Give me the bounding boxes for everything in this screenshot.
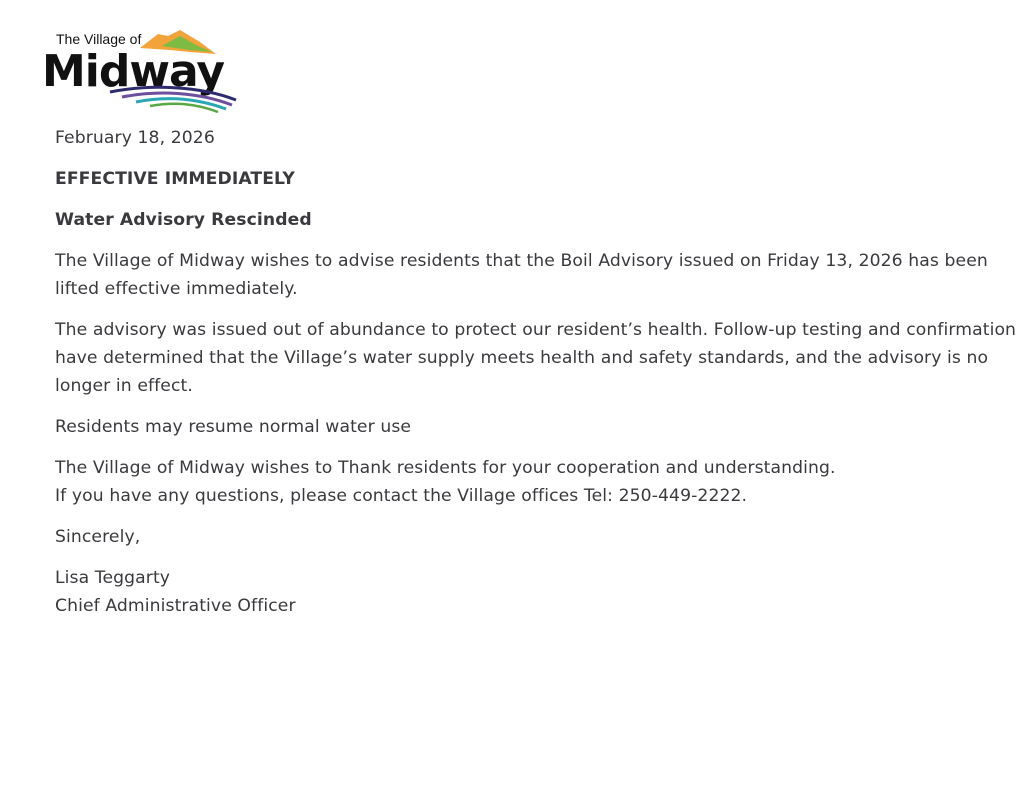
paragraph-testing: The advisory was issued out of abundance to protect our resident’s health. Follow-up testing and confirmation have determined that the Village’s water supply meets health and safety standards, and the advisory is no longer in effect. [55,320,1017,396]
letter-date: February 18, 2026 [55,128,215,148]
contact-line: If you have any questions, please contact the Village offices Tel: 250-449-2222. [55,486,748,506]
paragraph-resume: Residents may resume normal water use [55,417,412,437]
signer-name: Lisa Teggarty [55,568,171,588]
thanks-line: The Village of Midway wishes to Thank residents for your cooperation and understanding. [55,458,836,478]
advisory-letter [55,124,1017,633]
wave-green-stroke [150,104,218,112]
signer-title: Chief Administrative Officer [55,596,296,616]
paragraph-lifted: The Village of Midway wishes to advise residents that the Boil Advisory issued on Friday 13, 2026 has been lifted effective immediately. [55,251,988,299]
subject-heading: Water Advisory Rescinded [55,210,312,230]
signature-block [55,564,1017,620]
effective-heading: EFFECTIVE IMMEDIATELY [55,169,295,189]
closing-text: Sincerely, [55,527,141,547]
midway-logo-graphic [40,26,260,114]
logo-big-text: Midway [42,46,225,97]
logo-small-text: The Village of [56,31,142,47]
paragraph-thanks-contact [55,454,1017,510]
village-logo [40,26,260,114]
